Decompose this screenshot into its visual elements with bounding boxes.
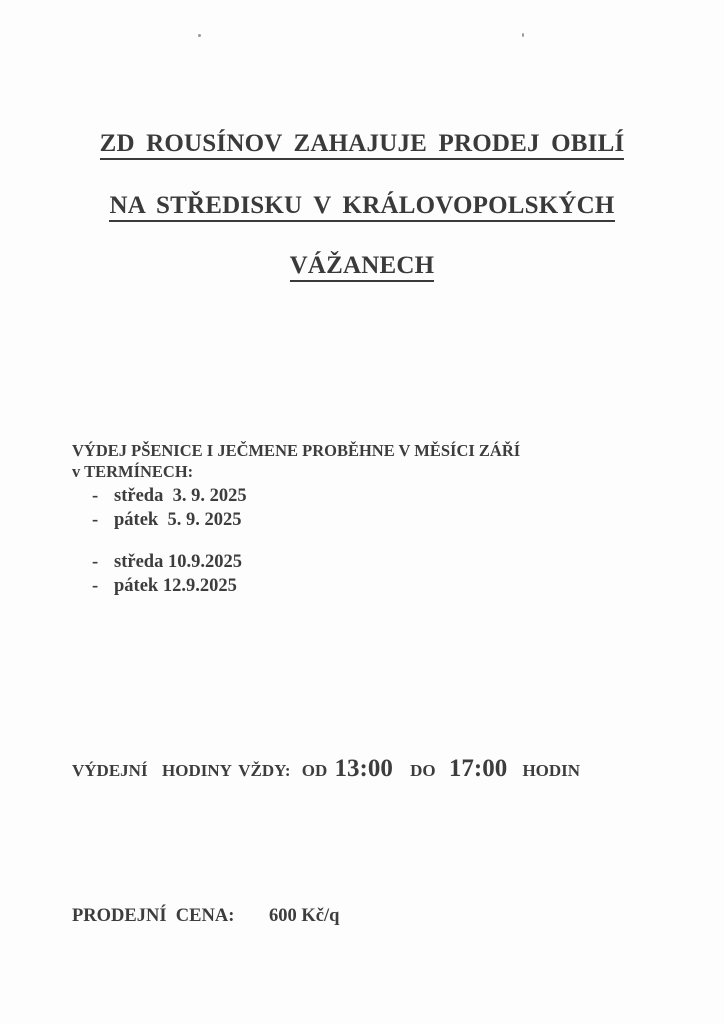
dash-bullet: - [92, 486, 99, 506]
hours-to-word: DO [410, 761, 436, 780]
price-label: PRODEJNÍ CENA: [72, 906, 235, 926]
date-label: středa 10.9.2025 [114, 552, 242, 572]
title-line-1: ZD ROUSÍNOV ZAHAJUJE PRODEJ OBILÍ [0, 130, 724, 158]
date-item [92, 574, 242, 598]
dash-bullet: - [92, 576, 99, 596]
dash-bullet: - [92, 552, 99, 572]
intro-line-2: v TERMÍNECH: [72, 462, 194, 481]
date-item [92, 484, 247, 508]
dates-group-2 [92, 550, 242, 598]
scan-speck [522, 33, 524, 37]
intro-paragraph [72, 440, 632, 482]
dates-group-1 [92, 484, 247, 532]
date-label: středa 3. 9. 2025 [114, 486, 247, 506]
price-value: 600 Kč/q [269, 906, 340, 926]
title-line-3: VÁŽANECH [0, 252, 724, 280]
intro-line-1: VÝDEJ PŠENICE I JEČMENE PROBĚHNE V MĚSÍCI ZÁŘÍ [72, 441, 521, 460]
sale-price [72, 906, 339, 927]
date-item [92, 508, 247, 532]
date-label: pátek 12.9.2025 [114, 576, 237, 596]
dash-bullet: - [92, 510, 99, 530]
date-item [92, 550, 242, 574]
date-label: pátek 5. 9. 2025 [114, 510, 242, 530]
hours-label: VÝDEJNÍ HODINY VŽDY: [72, 761, 291, 780]
hours-from-time: 13:00 [334, 755, 393, 782]
hours-to-time: 17:00 [448, 755, 508, 782]
scan-speck [198, 34, 201, 37]
hours-from-word: OD [301, 761, 328, 780]
pickup-hours [72, 755, 580, 783]
title-line-2: NA STŘEDISKU V KRÁLOVOPOLSKÝCH [0, 192, 724, 220]
hours-unit: HODIN [522, 761, 581, 780]
